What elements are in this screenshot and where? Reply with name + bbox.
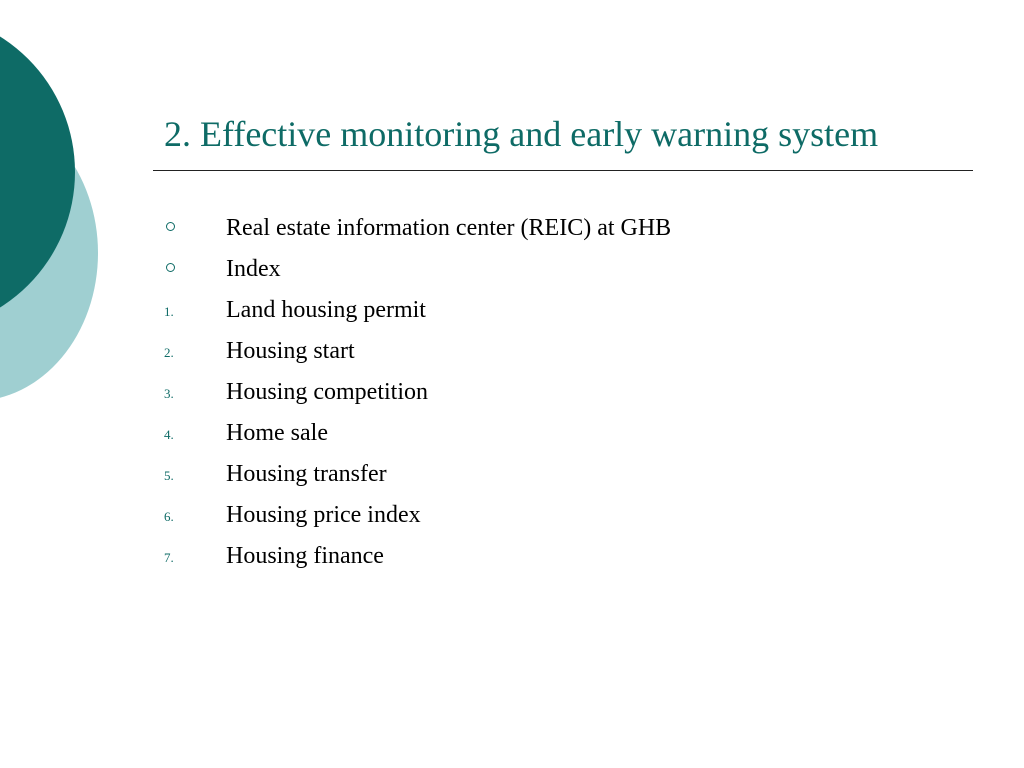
list-item-text: Home sale — [226, 420, 328, 446]
list-item-number: 3. — [164, 386, 174, 401]
list-item-text: Housing transfer — [226, 461, 387, 487]
list-item-text: Housing competition — [226, 379, 428, 405]
list-item-text: Land housing permit — [226, 297, 426, 323]
list-item-number: 6. — [164, 509, 174, 524]
list-item-number: 2. — [164, 345, 174, 360]
hollow-circle-bullet-icon — [166, 263, 175, 272]
list-item-text: Index — [226, 256, 281, 282]
list-item-number: 7. — [164, 550, 174, 565]
list-item-number: 1. — [164, 304, 174, 319]
list-item-text: Housing price index — [226, 502, 421, 528]
list-item-number: 5. — [164, 468, 174, 483]
list-item-text: Housing finance — [226, 543, 384, 569]
hollow-circle-bullet-icon — [166, 222, 175, 231]
slide-title: 2. Effective monitoring and early warning system — [164, 114, 879, 154]
list-item-number: 4. — [164, 427, 174, 442]
title-divider — [153, 170, 973, 171]
list-item-text: Real estate information center (REIC) at GHB — [226, 215, 672, 241]
list-item-text: Housing start — [226, 338, 355, 364]
